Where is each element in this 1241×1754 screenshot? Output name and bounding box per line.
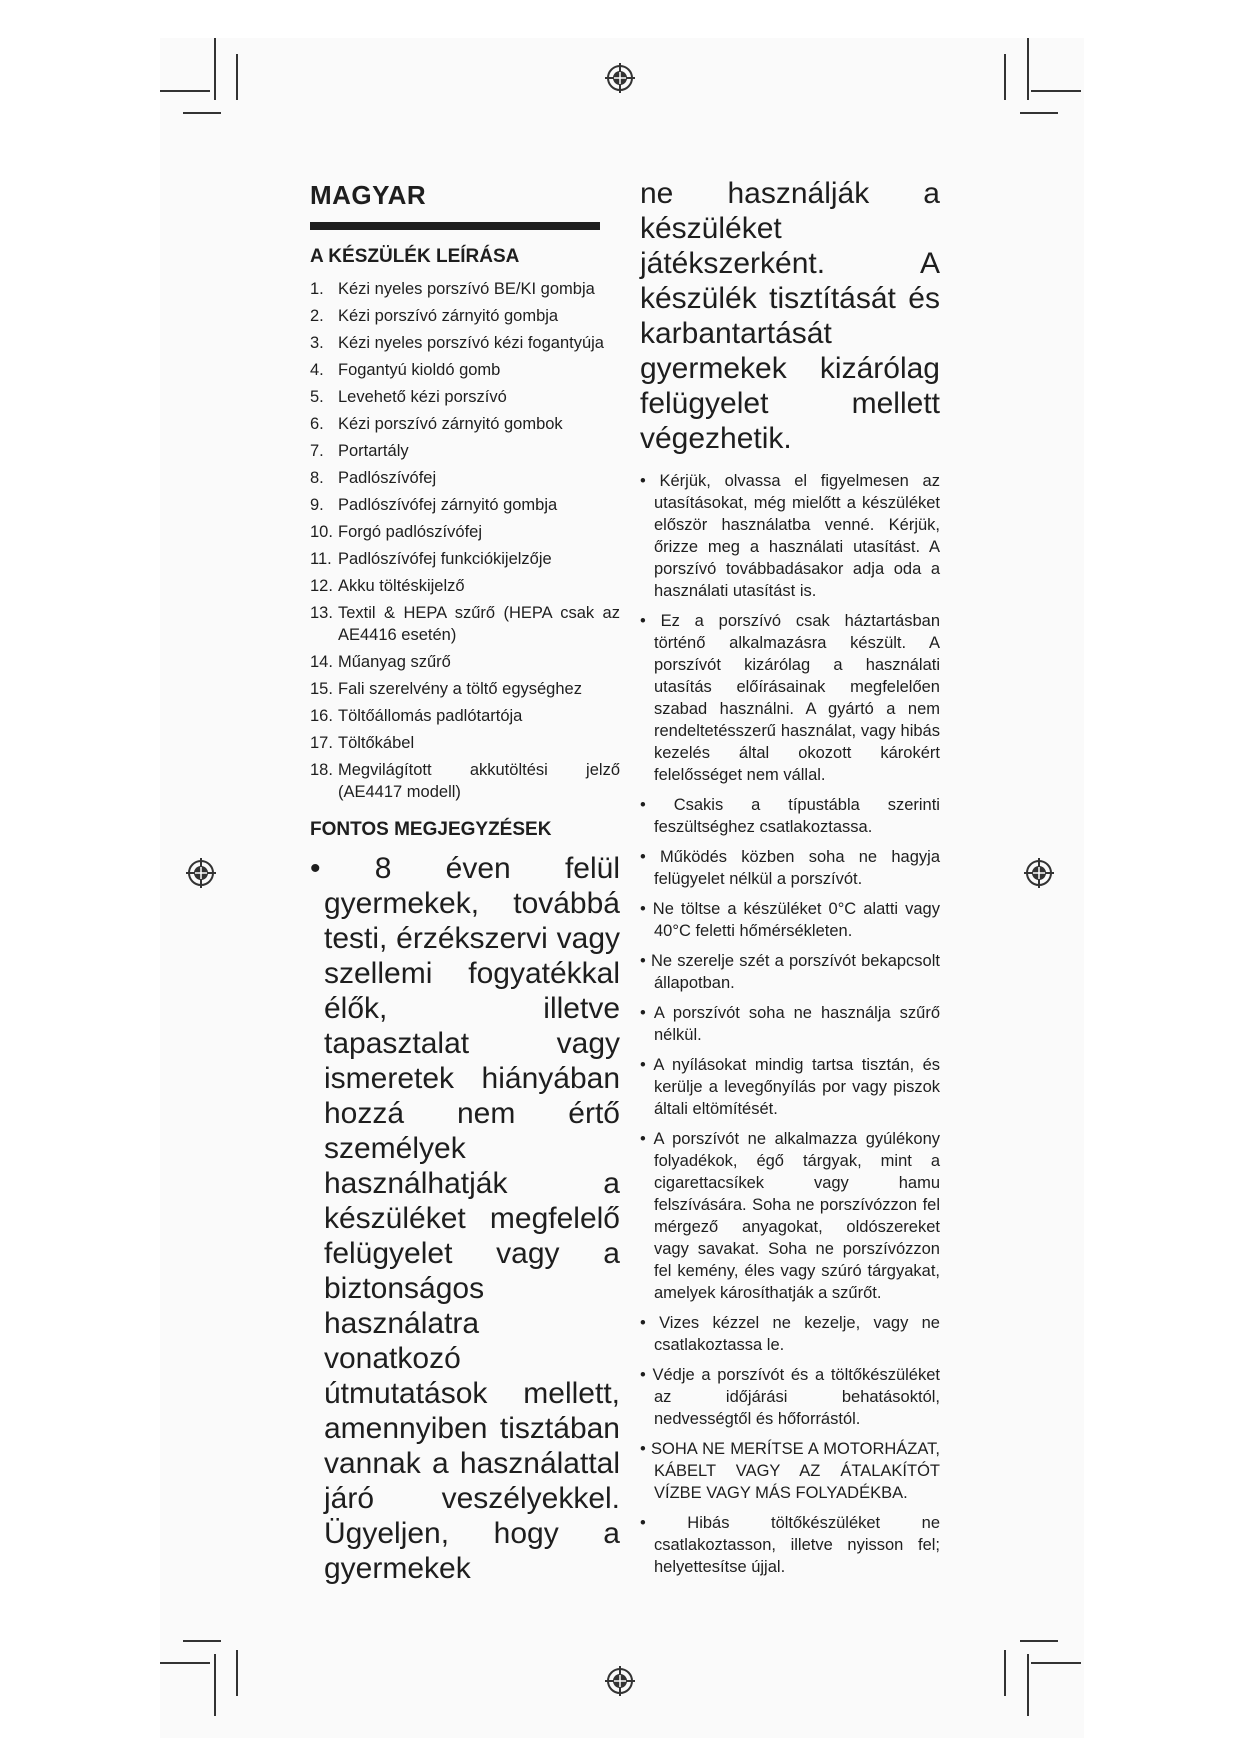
crop-mark [1020, 1640, 1058, 1642]
crop-mark [183, 1640, 221, 1642]
child-warning-part2: ne használják a készüléket játékszerként. A készülék tisztítását és karbantartását gyermekek kizárólag felügyelet mellett végezhetik. [640, 177, 940, 455]
list-item: 13. Textil & HEPA szűrő (HEPA csak az AE4416 esetén) [310, 604, 620, 644]
list-item: • A nyílásokat mindig tartsa tisztán, és kerülje a levegőnyílás por vagy piszok általi eltömítését. [640, 1054, 940, 1120]
crop-mark [1031, 90, 1081, 92]
list-item: • SOHA NE MERÍTSE A MOTORHÁZAT, KÁBELT VAGY AZ ÁTALAKÍTÓT VÍZBE VAGY MÁS FOLYADÉKBA. [640, 1438, 940, 1504]
list-item: 11. Padlószívófej funkciókijelzője [310, 550, 552, 568]
list-item: 8. Padlószívófej [310, 469, 437, 487]
list-item: 17. Töltőkábel [310, 734, 415, 752]
list-item: 2. Kézi porszívó zárnyitó gombja [310, 307, 559, 325]
left-column [310, 176, 620, 1586]
list-item: • Működés közben soha ne hagyja felügyelet nélkül a porszívót. [640, 846, 940, 890]
list-item: 9. Padlószívófej zárnyitó gombja [310, 496, 558, 514]
list-item: • Ne szerelje szét a porszívót bekapcsolt állapotban. [640, 950, 940, 994]
list-item: • Ez a porszívó csak háztartásban történő alkalmazásra készült. A porszívót kizárólag a használati utasítás előírásainak megfelelően szabad használni. A gyártó a nem rendeltetésszerű használat, vagy hibás kezelés által okozott károkért felelősséget nem vállal. [640, 610, 940, 786]
list-item: 3. Kézi nyeles porszívó kézi fogantyúja [310, 334, 604, 352]
language-heading: MAGYAR [310, 180, 427, 210]
crop-mark [1031, 1662, 1081, 1664]
registration-mark-icon [186, 858, 216, 888]
registration-mark-icon [605, 1666, 635, 1696]
list-item: • Vizes kézzel ne kezelje, vagy ne csatlakoztassa le. [640, 1312, 940, 1356]
list-item: • A porszívót ne alkalmazza gyúlékony folyadékok, égő tárgyak, mint a cigarettacsíkek vagy hamu felszívására. Soha ne porszívózzon fel mérgező anyagokat, oldószereket vagy savakat. Soha ne porszívózzon fel kemény, éles vagy szúró tárgyakat, amelyek károsíthatják a szűrőt. [640, 1128, 940, 1304]
crop-mark [1004, 1650, 1006, 1696]
registration-mark-icon [605, 63, 635, 93]
crop-mark [1027, 38, 1029, 100]
list-item: • Ne töltse a készüléket 0°C alatti vagy 40°C feletti hőmérsékleten. [640, 898, 940, 942]
crop-mark [214, 1654, 216, 1716]
list-item: 14. Műanyag szűrő [310, 653, 451, 671]
page-sheet [160, 38, 1084, 1738]
crop-mark [1020, 112, 1058, 114]
list-item: 7. Portartály [310, 442, 409, 460]
crop-mark [236, 1650, 238, 1696]
crop-mark [183, 112, 221, 114]
parts-list [310, 278, 620, 803]
notes-list [640, 470, 940, 1578]
list-item: 12. Akku töltéskijelző [310, 577, 465, 595]
crop-mark [160, 1662, 210, 1664]
list-item: 5. Levehető kézi porszívó [310, 388, 507, 406]
list-item: 1. Kézi nyeles porszívó BE/KI gombja [310, 280, 595, 298]
list-item: 16. Töltőállomás padlótartója [310, 707, 523, 725]
list-item: • Csakis a típustábla szerinti feszültséghez csatlakoztassa. [640, 794, 940, 838]
child-warning-part1: • 8 éven felül gyermekek, továbbá testi, érzékszervi vagy szellemi fogyatékkal élők, illetve tapasztalat vagy ismeretek hiányában hozzá nem értő személyek használhatják a készüléket megfelelő felügyelet vagy a biztonságos használatra vonatkozó útmutatások mellett, amennyiben tisztában vannak a használattal járó veszélyekkel. Ügyeljen, hogy a gyermekek [310, 851, 620, 1586]
notes-title: FONTOS MEGJEGYZÉSEK [310, 819, 552, 840]
list-item: • Kérjük, olvassa el figyelmesen az utasításokat, még mielőtt a készüléket először használatba venné. Kérjük, őrizze meg a használati utasítást. A porszívó továbbadásakor adja oda a használati utasítást is. [640, 470, 940, 602]
list-item: 18. Megvilágított akkutöltési jelző (AE4417 modell) [310, 761, 620, 801]
list-item: 4. Fogantyú kioldó gomb [310, 361, 501, 379]
crop-mark [160, 90, 210, 92]
crop-mark [236, 54, 238, 100]
right-column [640, 176, 940, 1586]
list-item: 10. Forgó padlószívófej [310, 523, 482, 541]
list-item: • Védje a porszívót és a töltőkészüléket az időjárási behatásoktól, nedvességtől és hőforrástól. [640, 1364, 940, 1430]
crop-mark [1027, 1654, 1029, 1716]
crop-mark [214, 38, 216, 100]
registration-mark-icon [1024, 858, 1054, 888]
list-item: • Hibás töltőkészüléket ne csatlakoztasson, illetve nyisson fel; helyettesítse újjal. [640, 1512, 940, 1578]
list-item: 15. Fali szerelvény a töltő egységhez [310, 680, 582, 698]
list-item: 6. Kézi porszívó zárnyitó gombok [310, 415, 563, 433]
list-item: • A porszívót soha ne használja szűrő nélkül. [640, 1002, 940, 1046]
heading-rule [310, 222, 600, 230]
description-title: A KÉSZÜLÉK LEÍRÁSA [310, 246, 520, 267]
crop-mark [1004, 54, 1006, 100]
